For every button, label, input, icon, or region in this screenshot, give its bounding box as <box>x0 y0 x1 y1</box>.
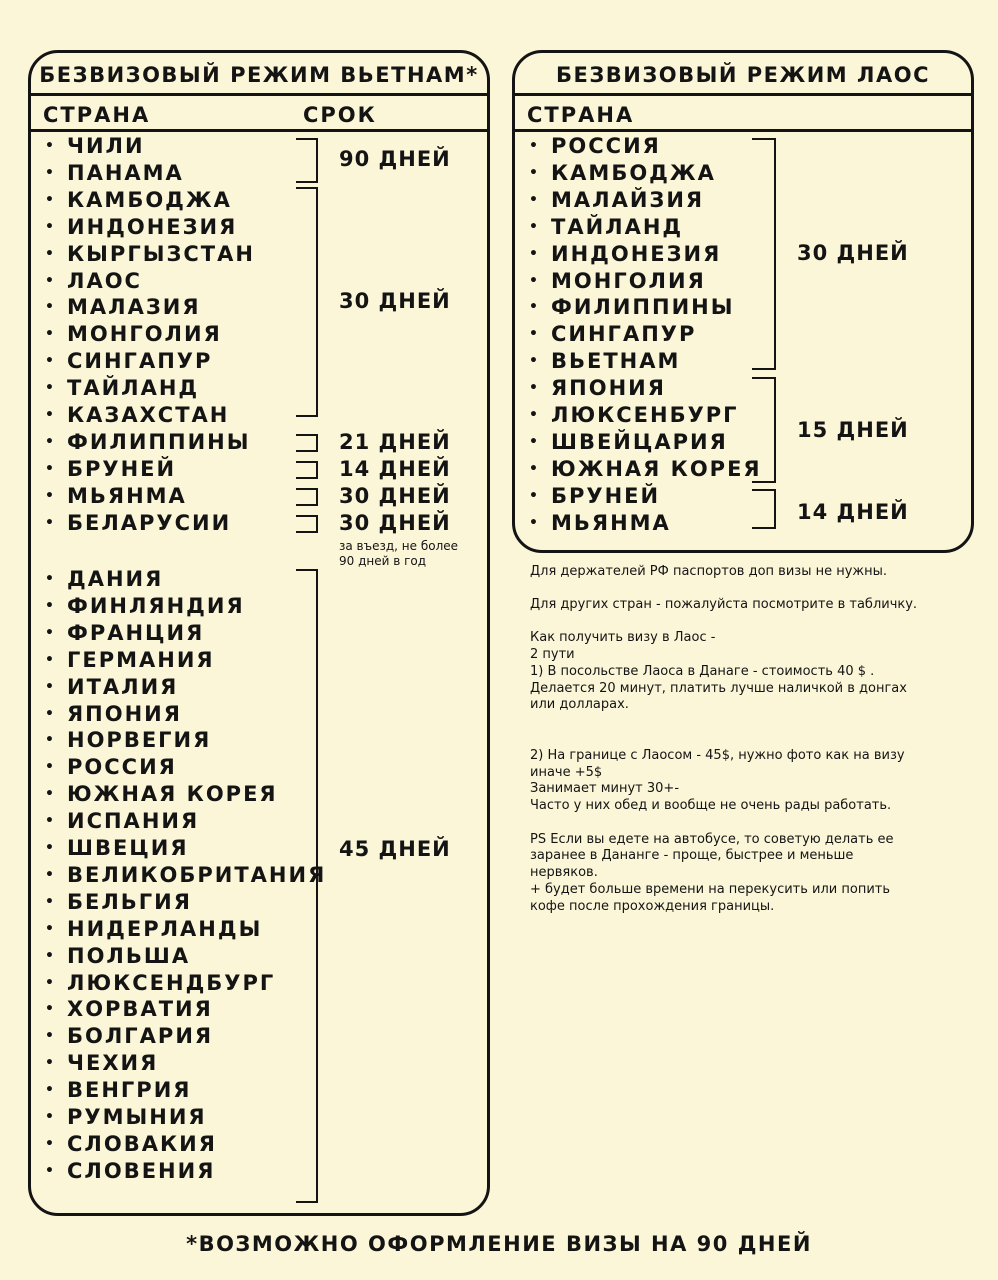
country-item <box>45 755 177 779</box>
country-name: ТАЙЛАНД <box>67 376 200 400</box>
country-item <box>529 430 728 454</box>
country-item <box>529 134 661 158</box>
period-label: 30 ДНЕЙ <box>339 289 451 313</box>
vietnam-period-header: СРОК <box>303 103 377 127</box>
bullet-icon: • <box>45 273 56 289</box>
vietnam-country-header: СТРАНА <box>43 103 151 127</box>
country-name: КАЗАХСТАН <box>67 403 230 427</box>
bullet-icon: • <box>45 571 56 587</box>
info-paragraph-ps: PS Если вы едете на автобусе, то советую делать ее заранее в Дананге - проще, быстрее и меньше нервяков. + будет больше времени на перекусить или попить кофе после прохождения границы. <box>530 831 894 914</box>
group-bracket <box>296 434 318 452</box>
country-item <box>529 322 696 346</box>
country-name: ПАНАМА <box>67 161 184 185</box>
country-item <box>45 1159 215 1183</box>
bullet-icon: • <box>45 867 56 883</box>
country-item <box>45 917 262 941</box>
country-name: ШВЕЦИЯ <box>67 836 189 860</box>
period-label: 90 ДНЕЙ <box>339 147 451 171</box>
country-name: СИНГАПУР <box>67 349 213 373</box>
country-item <box>45 1078 191 1102</box>
country-name: КАМБОДЖА <box>67 188 232 212</box>
bullet-icon: • <box>45 652 56 668</box>
country-item <box>45 809 199 833</box>
period-label: 45 ДНЕЙ <box>339 837 451 861</box>
period-label: 14 ДНЕЙ <box>797 500 909 524</box>
country-item <box>529 403 739 427</box>
bullet-icon: • <box>45 1001 56 1017</box>
bullet-icon: • <box>45 461 56 477</box>
bullet-icon: • <box>45 1028 56 1044</box>
group-bracket <box>296 461 318 479</box>
country-name: БРУНЕЙ <box>67 457 177 481</box>
country-item <box>45 188 232 212</box>
country-name: ДАНИЯ <box>67 567 164 591</box>
country-item <box>45 890 192 914</box>
country-item <box>529 242 721 266</box>
group-bracket <box>296 515 318 533</box>
country-name: ШВЕЙЦАРИЯ <box>551 430 728 454</box>
bullet-icon: • <box>45 407 56 423</box>
country-name: ФИЛИППИНЫ <box>67 430 251 454</box>
country-name: МАЛАЗИЯ <box>67 295 201 319</box>
country-name: МОНГОЛИЯ <box>67 322 222 346</box>
country-name: ВЕНГРИЯ <box>67 1078 192 1102</box>
bullet-icon: • <box>45 1082 56 1098</box>
country-item <box>45 161 184 185</box>
country-item <box>45 484 187 508</box>
country-name: РОССИЯ <box>67 755 177 779</box>
country-name: МЬЯНМА <box>551 511 671 535</box>
country-name: ЛЮКСЕНДБУРГ <box>67 971 276 995</box>
vietnam-title-divider <box>31 93 487 96</box>
country-name: КЫРГЫЗСТАН <box>67 242 255 266</box>
info-paragraph-embassy: Как получить визу в Лаос - 2 пути 1) В посольстве Лаоса в Данаге - стоимость 40 $ . Делается 20 минут, платить лучше наличкой в донгах или долларах. <box>530 630 907 713</box>
country-name: ЛЮКСЕНБУРГ <box>551 403 739 427</box>
country-item <box>45 648 215 672</box>
country-name: ФИЛИППИНЫ <box>551 295 735 319</box>
info-paragraph-border: 2) На границе с Лаосом - 45$, нужно фото как на визу иначе +5$ Занимает минут 30+- Часто у них обед и вообще не очень рады работать. <box>530 747 905 814</box>
bullet-icon: • <box>45 165 56 181</box>
country-item <box>529 215 683 239</box>
country-name: ВЬЕТНАМ <box>551 349 681 373</box>
country-item <box>45 997 213 1021</box>
laos-header-divider <box>515 129 971 132</box>
country-item <box>45 457 176 481</box>
country-item <box>529 161 716 185</box>
country-item <box>45 1024 213 1048</box>
bullet-icon: • <box>529 138 540 154</box>
country-item <box>45 675 178 699</box>
country-item <box>45 782 278 806</box>
bullet-icon: • <box>45 1163 56 1179</box>
belarus-entry-note: за въезд, не более 90 дней в год <box>339 539 459 568</box>
laos-title-divider <box>515 93 971 96</box>
bullet-icon: • <box>45 948 56 964</box>
vietnam-visa-free-card <box>28 50 490 1216</box>
country-name: ИСПАНИЯ <box>67 809 200 833</box>
country-item <box>45 134 145 158</box>
bullet-icon: • <box>45 786 56 802</box>
group-bracket <box>752 489 776 529</box>
country-item <box>45 971 275 995</box>
country-item <box>45 295 201 319</box>
bullet-icon: • <box>529 380 540 396</box>
bullet-icon: • <box>45 326 56 342</box>
country-name: СИНГАПУР <box>551 322 697 346</box>
laos-visa-free-card <box>512 50 974 553</box>
country-name: ПОЛЬША <box>67 944 191 968</box>
country-name: МАЛАЙЗИЯ <box>551 188 705 212</box>
bullet-icon: • <box>529 273 540 289</box>
laos-country-header: СТРАНА <box>527 103 635 127</box>
country-name: СЛОВАКИЯ <box>67 1132 217 1156</box>
bullet-icon: • <box>45 353 56 369</box>
bullet-icon: • <box>45 894 56 910</box>
country-name: ВЕЛИКОБРИТАНИЯ <box>67 863 327 887</box>
bullet-icon: • <box>45 1055 56 1071</box>
bullet-icon: • <box>45 488 56 504</box>
country-name: РУМЫНИЯ <box>67 1105 207 1129</box>
group-bracket <box>296 569 318 1203</box>
country-item <box>45 567 163 591</box>
bullet-icon: • <box>529 434 540 450</box>
country-name: ФРАНЦИЯ <box>67 621 205 645</box>
country-item <box>529 188 704 212</box>
country-item <box>45 215 237 239</box>
group-bracket <box>752 377 776 483</box>
bullet-icon: • <box>45 706 56 722</box>
group-bracket <box>296 187 318 417</box>
bullet-icon: • <box>45 138 56 154</box>
country-item <box>45 511 231 535</box>
country-item <box>45 836 189 860</box>
country-name: БЕЛАРУСИИ <box>67 511 232 535</box>
country-item <box>529 295 734 319</box>
bullet-icon: • <box>45 515 56 531</box>
group-bracket <box>296 138 318 183</box>
country-item <box>45 376 199 400</box>
country-name: ИНДОНЕЗИЯ <box>67 215 238 239</box>
bullet-icon: • <box>45 732 56 748</box>
country-item <box>45 1132 217 1156</box>
bullet-icon: • <box>45 219 56 235</box>
bullet-icon: • <box>529 165 540 181</box>
bullet-icon: • <box>45 625 56 641</box>
country-name: ЮЖНАЯ КОРЕЯ <box>551 457 762 481</box>
country-item <box>45 944 190 968</box>
country-name: ТАЙЛАНД <box>551 215 684 239</box>
bullet-icon: • <box>45 246 56 262</box>
country-item <box>45 728 211 752</box>
bullet-icon: • <box>45 921 56 937</box>
country-item <box>529 376 666 400</box>
laos-card-title: БЕЗВИЗОВЫЙ РЕЖИМ ЛАОС <box>556 63 930 87</box>
bullet-icon: • <box>45 679 56 695</box>
country-name: БЕЛЬГИЯ <box>67 890 192 914</box>
bullet-icon: • <box>529 488 540 504</box>
bullet-icon: • <box>45 1109 56 1125</box>
country-name: СЛОВЕНИЯ <box>67 1159 216 1183</box>
bullet-icon: • <box>45 380 56 396</box>
country-item <box>45 242 255 266</box>
country-item <box>45 863 326 887</box>
bullet-icon: • <box>45 975 56 991</box>
group-bracket <box>296 488 318 506</box>
country-item <box>529 269 706 293</box>
country-item <box>45 430 250 454</box>
info-paragraph-other: Для других стран - пожалуйста посмотрите в табличку. <box>530 596 918 612</box>
bullet-icon: • <box>529 246 540 262</box>
country-name: БОЛГАРИЯ <box>67 1024 214 1048</box>
bullet-icon: • <box>529 326 540 342</box>
bullet-icon: • <box>529 515 540 531</box>
country-item <box>45 349 212 373</box>
country-item <box>45 594 245 618</box>
bullet-icon: • <box>529 299 540 315</box>
bullet-icon: • <box>45 813 56 829</box>
country-item <box>45 322 222 346</box>
period-label: 30 ДНЕЙ <box>797 241 909 265</box>
country-name: ЯПОНИЯ <box>67 702 182 726</box>
country-name: КАМБОДЖА <box>551 161 716 185</box>
country-name: ЯПОНИЯ <box>551 376 666 400</box>
country-name: БРУНЕЙ <box>551 484 661 508</box>
country-name: ЮЖНАЯ КОРЕЯ <box>67 782 278 806</box>
footer-note: *ВОЗМОЖНО ОФОРМЛЕНИЕ ВИЗЫ НА 90 ДНЕЙ <box>186 1232 812 1256</box>
period-label: 30 ДНЕЙ <box>339 484 451 508</box>
country-name: ФИНЛЯНДИЯ <box>67 594 245 618</box>
country-name: РОССИЯ <box>551 134 661 158</box>
country-name: НИДЕРЛАНДЫ <box>67 917 263 941</box>
vietnam-header-divider <box>31 129 487 132</box>
bullet-icon: • <box>45 434 56 450</box>
period-label: 30 ДНЕЙ <box>339 511 451 535</box>
bullet-icon: • <box>529 461 540 477</box>
country-item <box>45 403 229 427</box>
bullet-icon: • <box>529 407 540 423</box>
country-item <box>529 349 680 373</box>
info-paragraph-rf: Для держателей РФ паспортов доп визы не нужны. <box>530 564 888 579</box>
country-name: МЬЯНМА <box>67 484 187 508</box>
country-name: ИТАЛИЯ <box>67 675 179 699</box>
bullet-icon: • <box>45 299 56 315</box>
bullet-icon: • <box>45 1136 56 1152</box>
country-name: ЧЕХИЯ <box>67 1051 159 1075</box>
group-bracket <box>752 138 776 370</box>
laos-visa-info <box>530 564 970 915</box>
period-label: 21 ДНЕЙ <box>339 430 451 454</box>
country-item <box>45 1105 207 1129</box>
country-name: ХОРВАТИЯ <box>67 997 213 1021</box>
country-name: ЧИЛИ <box>67 134 145 158</box>
country-item <box>529 511 671 535</box>
country-item <box>45 269 142 293</box>
country-name: ГЕРМАНИЯ <box>67 648 215 672</box>
country-name: ИНДОНЕЗИЯ <box>551 242 722 266</box>
vietnam-card-title: БЕЗВИЗОВЫЙ РЕЖИМ ВЬЕТНАМ* <box>39 63 479 87</box>
period-label: 15 ДНЕЙ <box>797 418 909 442</box>
country-item <box>45 1051 158 1075</box>
country-item <box>45 621 204 645</box>
country-item <box>529 484 660 508</box>
bullet-icon: • <box>45 840 56 856</box>
country-item <box>45 702 182 726</box>
bullet-icon: • <box>45 192 56 208</box>
country-name: МОНГОЛИЯ <box>551 269 706 293</box>
country-item <box>529 457 762 481</box>
bullet-icon: • <box>45 759 56 775</box>
country-name: НОРВЕГИЯ <box>67 728 212 752</box>
bullet-icon: • <box>529 353 540 369</box>
bullet-icon: • <box>45 598 56 614</box>
period-label: 14 ДНЕЙ <box>339 457 451 481</box>
bullet-icon: • <box>529 192 540 208</box>
country-name: ЛАОС <box>67 269 142 293</box>
bullet-icon: • <box>529 219 540 235</box>
